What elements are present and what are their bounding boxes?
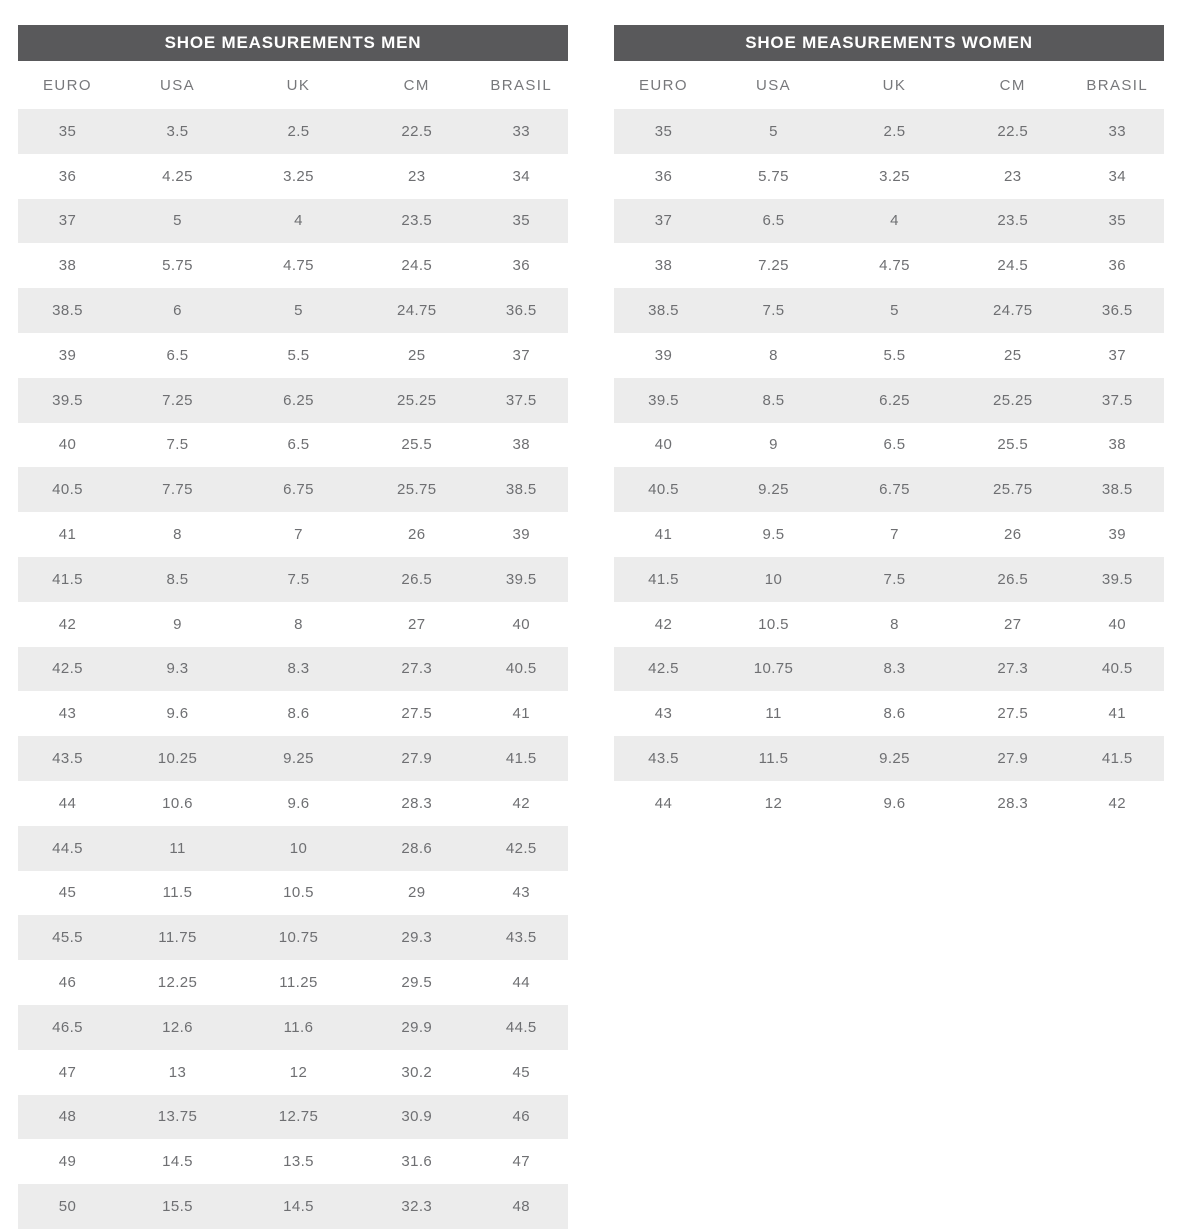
table-cell: 2.5 <box>883 122 906 140</box>
table-cell: 37 <box>512 346 530 364</box>
table-cell: 39 <box>512 526 530 544</box>
table-cell: 6.5 <box>287 436 310 454</box>
table-cell: 47 <box>512 1153 530 1171</box>
table-cell: 9.25 <box>879 750 910 768</box>
table-cell: 28.3 <box>401 794 433 812</box>
table-row <box>18 691 568 736</box>
table-cell: 27 <box>408 615 426 633</box>
table-cell: 35 <box>58 122 77 140</box>
table-row <box>18 826 568 871</box>
table-cell: 38 <box>58 257 77 275</box>
table-cell: 39 <box>654 346 673 364</box>
table-cell: 9.6 <box>883 794 906 812</box>
table-cell: 8.3 <box>883 660 906 678</box>
table-cell: 10.5 <box>758 615 789 633</box>
table-cell: 38.5 <box>52 302 83 320</box>
table-cell: 26.5 <box>997 570 1029 588</box>
table-cell: 50 <box>58 1198 77 1216</box>
table-cell: 6.25 <box>879 391 910 409</box>
table-cell: 6.5 <box>762 212 785 230</box>
table-cell: 40 <box>512 615 530 633</box>
women-measurements-table <box>614 61 1164 826</box>
table-cell: 9.3 <box>166 660 189 678</box>
men-table-body <box>18 109 568 1229</box>
table-cell: 11.6 <box>283 1018 314 1036</box>
table-cell: 8 <box>173 526 182 544</box>
table-cell: 41.5 <box>505 750 537 768</box>
table-row <box>18 378 568 423</box>
table-cell: 28.6 <box>401 839 433 857</box>
table-cell: 41 <box>1108 705 1126 723</box>
table-cell: 38.5 <box>1101 481 1133 499</box>
table-cell: 27 <box>1004 615 1022 633</box>
table-row <box>18 557 568 602</box>
table-cell: 24.5 <box>401 257 433 275</box>
table-cell: 23 <box>1004 167 1022 185</box>
table-cell: 7.5 <box>287 570 310 588</box>
table-cell: 8.5 <box>166 570 189 588</box>
table-cell: 41.5 <box>52 570 83 588</box>
table-cell: 24.75 <box>992 302 1033 320</box>
column-header-uk: UK <box>882 76 907 94</box>
table-cell: 37.5 <box>505 391 537 409</box>
table-cell: 38 <box>654 257 673 275</box>
table-cell: 35 <box>1108 212 1126 230</box>
table-row <box>614 691 1164 736</box>
table-cell: 34 <box>512 167 530 185</box>
table-cell: 7.5 <box>166 436 189 454</box>
table-cell: 39.5 <box>505 570 537 588</box>
table-row <box>614 512 1164 557</box>
table-row <box>18 1184 568 1229</box>
table-row <box>614 288 1164 333</box>
table-cell: 36.5 <box>505 302 537 320</box>
table-cell: 7.5 <box>883 570 906 588</box>
table-cell: 22.5 <box>401 122 433 140</box>
table-cell: 44.5 <box>52 839 83 857</box>
table-cell: 10.75 <box>278 929 319 947</box>
table-cell: 25.5 <box>401 436 433 454</box>
table-cell: 37 <box>654 212 673 230</box>
table-cell: 39.5 <box>52 391 83 409</box>
table-cell: 38.5 <box>505 481 537 499</box>
table-cell: 6.5 <box>883 436 906 454</box>
table-cell: 41 <box>512 705 530 723</box>
men-measurements-table <box>18 61 568 1229</box>
table-cell: 36 <box>58 167 77 185</box>
table-cell: 13.5 <box>283 1153 314 1171</box>
table-cell: 14.5 <box>162 1153 193 1171</box>
table-cell: 43.5 <box>52 750 83 768</box>
column-header-brasil: BRASIL <box>490 76 553 94</box>
column-header-usa: USA <box>755 76 792 94</box>
table-cell: 42.5 <box>52 660 83 678</box>
table-cell: 49 <box>58 1153 77 1171</box>
table-cell: 25.25 <box>396 391 437 409</box>
table-cell: 23 <box>408 167 426 185</box>
table-cell: 27.3 <box>997 660 1029 678</box>
table-cell: 27.9 <box>401 750 433 768</box>
table-cell: 12.75 <box>278 1108 319 1126</box>
women-table-body <box>614 109 1164 826</box>
table-cell: 37 <box>1108 346 1126 364</box>
table-cell: 39 <box>58 346 77 364</box>
table-row <box>18 109 568 154</box>
table-row <box>614 647 1164 692</box>
table-cell: 32.3 <box>401 1198 433 1216</box>
table-cell: 12 <box>764 794 783 812</box>
table-cell: 25 <box>1004 346 1022 364</box>
table-cell: 4.25 <box>162 167 193 185</box>
table-cell: 10.6 <box>162 794 193 812</box>
table-cell: 26.5 <box>401 570 433 588</box>
table-cell: 11 <box>765 705 782 723</box>
table-cell: 42 <box>1108 794 1126 812</box>
table-cell: 40 <box>58 436 77 454</box>
table-cell: 4.75 <box>283 257 314 275</box>
table-cell: 43.5 <box>648 750 679 768</box>
table-cell: 8.3 <box>287 660 310 678</box>
table-cell: 45 <box>58 884 77 902</box>
men-size-table <box>18 25 568 1216</box>
table-cell: 44 <box>654 794 673 812</box>
table-cell: 41 <box>654 526 673 544</box>
table-cell: 42 <box>654 615 673 633</box>
table-row <box>18 243 568 288</box>
men-table-title-bar <box>18 25 568 61</box>
table-cell: 5 <box>769 122 778 140</box>
table-cell: 7.75 <box>162 481 193 499</box>
table-cell: 29.9 <box>401 1018 433 1036</box>
column-header-brasil: BRASIL <box>1086 76 1149 94</box>
table-cell: 3.5 <box>166 122 189 140</box>
table-cell: 2.5 <box>287 122 310 140</box>
table-cell: 5 <box>173 212 182 230</box>
table-cell: 13 <box>168 1063 187 1081</box>
table-row <box>614 602 1164 647</box>
table-cell: 9.25 <box>758 481 789 499</box>
table-cell: 3.25 <box>283 167 314 185</box>
table-cell: 40.5 <box>648 481 679 499</box>
table-row <box>614 199 1164 244</box>
table-row <box>614 333 1164 378</box>
table-row <box>614 243 1164 288</box>
table-cell: 29 <box>408 884 426 902</box>
table-cell: 5.75 <box>758 167 789 185</box>
table-row <box>18 467 568 512</box>
table-cell: 45.5 <box>52 929 83 947</box>
table-cell: 38 <box>1108 436 1126 454</box>
table-cell: 22.5 <box>997 122 1029 140</box>
table-cell: 41 <box>58 526 77 544</box>
table-cell: 5.75 <box>162 257 193 275</box>
column-header-cm: CM <box>999 76 1026 94</box>
table-cell: 6.5 <box>166 346 189 364</box>
table-cell: 33 <box>512 122 530 140</box>
table-cell: 39.5 <box>648 391 679 409</box>
table-cell: 40.5 <box>1101 660 1133 678</box>
table-cell: 46 <box>58 974 77 992</box>
table-cell: 7.5 <box>762 302 785 320</box>
table-cell: 31.6 <box>401 1153 433 1171</box>
column-header-euro: EURO <box>639 76 688 94</box>
table-cell: 30.9 <box>401 1108 433 1126</box>
table-cell: 8 <box>890 615 899 633</box>
table-cell: 11.5 <box>758 750 789 768</box>
table-cell: 10 <box>289 839 308 857</box>
table-row <box>18 915 568 960</box>
table-cell: 35 <box>654 122 673 140</box>
table-cell: 27.5 <box>401 705 433 723</box>
table-row <box>614 557 1164 602</box>
column-header-euro: EURO <box>43 76 92 94</box>
table-cell: 43 <box>512 884 530 902</box>
table-cell: 42.5 <box>648 660 679 678</box>
table-cell: 12.25 <box>157 974 198 992</box>
table-cell: 9.25 <box>283 750 314 768</box>
table-row <box>18 736 568 781</box>
table-cell: 38.5 <box>648 302 679 320</box>
table-cell: 27.3 <box>401 660 433 678</box>
table-cell: 8.6 <box>287 705 310 723</box>
table-cell: 7.25 <box>758 257 789 275</box>
table-cell: 10 <box>764 570 783 588</box>
table-cell: 11.5 <box>162 884 193 902</box>
table-cell: 26 <box>1004 526 1022 544</box>
table-cell: 7 <box>294 526 303 544</box>
table-cell: 44.5 <box>505 1018 537 1036</box>
table-cell: 34 <box>1108 167 1126 185</box>
table-cell: 36 <box>654 167 673 185</box>
table-cell: 43.5 <box>505 929 537 947</box>
table-cell: 25 <box>408 346 426 364</box>
table-cell: 10.75 <box>753 660 794 678</box>
table-row <box>18 1050 568 1095</box>
table-cell: 25.25 <box>992 391 1033 409</box>
table-cell: 47 <box>58 1063 77 1081</box>
table-cell: 27.5 <box>997 705 1029 723</box>
table-cell: 37 <box>58 212 77 230</box>
table-row <box>18 960 568 1005</box>
table-cell: 29.5 <box>401 974 433 992</box>
table-cell: 41.5 <box>1101 750 1133 768</box>
table-cell: 11.25 <box>279 974 318 992</box>
table-cell: 43 <box>58 705 77 723</box>
table-row <box>18 288 568 333</box>
table-cell: 4 <box>294 212 303 230</box>
table-cell: 9 <box>769 436 778 454</box>
table-cell: 40.5 <box>505 660 537 678</box>
table-row <box>18 333 568 378</box>
table-cell: 48 <box>512 1198 530 1216</box>
table-cell: 10.25 <box>157 750 198 768</box>
table-cell: 23.5 <box>401 212 433 230</box>
table-row <box>18 1095 568 1140</box>
table-cell: 35 <box>512 212 530 230</box>
table-cell: 9 <box>173 615 182 633</box>
table-row <box>614 736 1164 781</box>
table-cell: 23.5 <box>997 212 1029 230</box>
table-cell: 25.75 <box>396 481 437 499</box>
column-header-uk: UK <box>286 76 311 94</box>
table-cell: 28.3 <box>997 794 1029 812</box>
table-cell: 24.75 <box>396 302 437 320</box>
table-row <box>18 647 568 692</box>
table-cell: 46.5 <box>52 1018 83 1036</box>
table-row <box>18 1005 568 1050</box>
table-cell: 42 <box>58 615 77 633</box>
table-cell: 40 <box>1108 615 1126 633</box>
table-cell: 6.25 <box>283 391 314 409</box>
table-row <box>18 154 568 199</box>
men-column-header-row <box>18 61 568 109</box>
women-column-header-row <box>614 61 1164 109</box>
table-cell: 36 <box>1108 257 1126 275</box>
table-cell: 4.75 <box>879 257 910 275</box>
table-cell: 8 <box>294 615 303 633</box>
table-cell: 12 <box>289 1063 308 1081</box>
table-cell: 46 <box>512 1108 530 1126</box>
table-cell: 39 <box>1108 526 1126 544</box>
table-cell: 6 <box>173 302 182 320</box>
table-cell: 6.75 <box>283 481 314 499</box>
women-size-table <box>614 25 1164 1200</box>
table-cell: 3.25 <box>879 167 910 185</box>
table-cell: 4 <box>890 212 899 230</box>
women-table-title-bar <box>614 25 1164 61</box>
table-cell: 45 <box>512 1063 530 1081</box>
table-cell: 13.75 <box>157 1108 198 1126</box>
table-row <box>614 109 1164 154</box>
table-cell: 27.9 <box>997 750 1029 768</box>
men-table-title: SHOE MEASUREMENTS MEN <box>164 33 422 52</box>
table-cell: 15.5 <box>162 1198 193 1216</box>
table-cell: 39.5 <box>1101 570 1133 588</box>
table-cell: 12.6 <box>162 1018 193 1036</box>
table-cell: 30.2 <box>401 1063 433 1081</box>
table-cell: 37.5 <box>1101 391 1133 409</box>
table-cell: 9.5 <box>762 526 785 544</box>
table-cell: 41.5 <box>648 570 679 588</box>
table-cell: 40.5 <box>52 481 83 499</box>
table-row <box>18 1139 568 1184</box>
table-cell: 44 <box>512 974 530 992</box>
table-cell: 25.75 <box>992 481 1033 499</box>
table-cell: 5 <box>890 302 899 320</box>
women-table-title: SHOE MEASUREMENTS WOMEN <box>745 33 1033 52</box>
table-cell: 43 <box>654 705 673 723</box>
table-cell: 26 <box>408 526 426 544</box>
table-row <box>18 199 568 244</box>
table-row <box>614 781 1164 826</box>
table-cell: 42.5 <box>505 839 537 857</box>
table-cell: 44 <box>58 794 77 812</box>
table-cell: 7 <box>890 526 899 544</box>
table-cell: 8.6 <box>883 705 906 723</box>
table-row <box>18 871 568 916</box>
table-cell: 36.5 <box>1101 302 1133 320</box>
table-cell: 6.75 <box>879 481 910 499</box>
table-cell: 36 <box>512 257 530 275</box>
table-row <box>614 423 1164 468</box>
table-cell: 38 <box>512 436 530 454</box>
table-cell: 33 <box>1108 122 1126 140</box>
table-cell: 42 <box>512 794 530 812</box>
table-cell: 7.25 <box>162 391 193 409</box>
table-cell: 9.6 <box>166 705 189 723</box>
table-row <box>18 423 568 468</box>
table-row <box>614 154 1164 199</box>
table-row <box>18 781 568 826</box>
table-cell: 29.3 <box>401 929 433 947</box>
table-cell: 5.5 <box>883 346 906 364</box>
table-cell: 5 <box>294 302 303 320</box>
table-cell: 5.5 <box>287 346 310 364</box>
table-row <box>614 467 1164 512</box>
table-row <box>18 512 568 557</box>
table-cell: 14.5 <box>283 1198 314 1216</box>
table-cell: 25.5 <box>997 436 1029 454</box>
table-cell: 10.5 <box>283 884 314 902</box>
table-cell: 48 <box>58 1108 77 1126</box>
table-cell: 9.6 <box>287 794 310 812</box>
column-header-usa: USA <box>159 76 196 94</box>
table-cell: 11.75 <box>158 929 197 947</box>
table-row <box>614 378 1164 423</box>
table-cell: 8 <box>769 346 778 364</box>
table-cell: 11 <box>169 839 186 857</box>
table-cell: 40 <box>654 436 673 454</box>
table-cell: 24.5 <box>997 257 1029 275</box>
table-row <box>18 602 568 647</box>
column-header-cm: CM <box>403 76 430 94</box>
table-cell: 8.5 <box>762 391 785 409</box>
